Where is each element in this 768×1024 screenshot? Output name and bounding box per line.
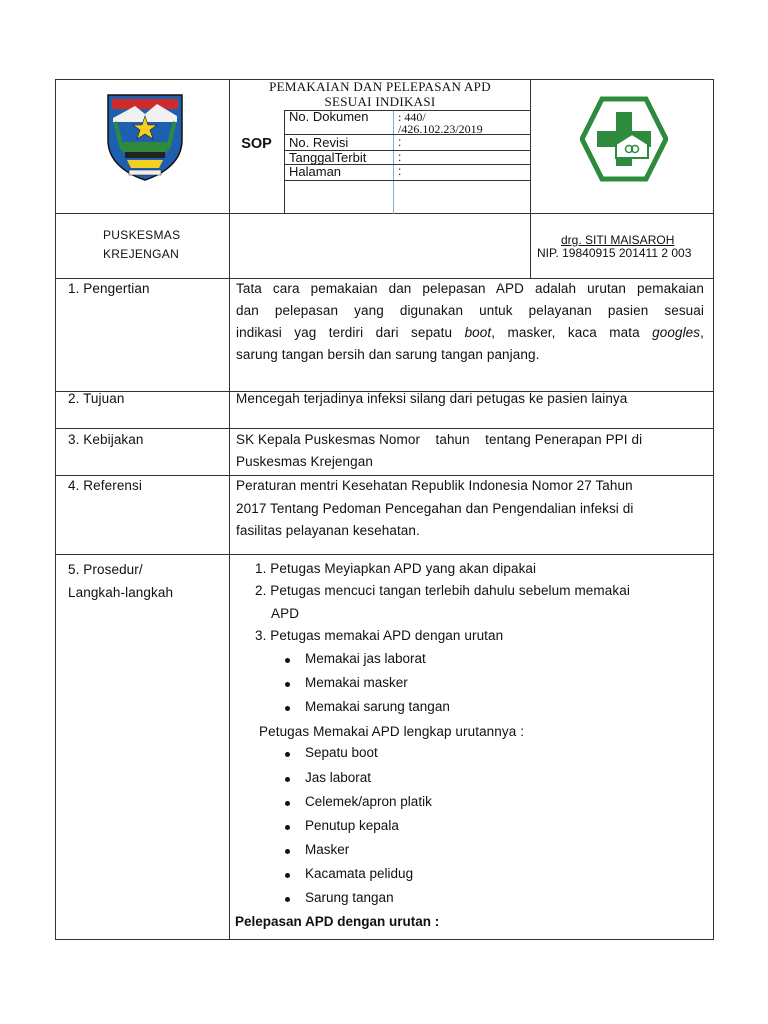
- section-label-referensi: 4. Referensi: [68, 478, 142, 493]
- section-text-tujuan: Mencegah terjadinya infeksi silang dari petugas ke pasien lainya: [236, 391, 628, 406]
- referensi-line3: fasilitas pelayanan kesehatan.: [236, 523, 420, 538]
- bullet-b4-dot: [285, 825, 290, 830]
- prosedur-label-line1: 5. Prosedur/: [68, 562, 143, 577]
- prosedur-label-line2: Langkah-langkah: [68, 585, 174, 600]
- pengertian-line3-a: indikasi yag terdiri dari sepatu: [236, 325, 465, 340]
- bullet-b2: Jas laborat: [305, 770, 372, 785]
- pengertian-line3-c: , masker, kaca mata: [491, 325, 653, 340]
- bullet-b7: Sarung tangan: [305, 890, 394, 905]
- organization-name-line2: KREJENGAN: [103, 247, 180, 261]
- section-text-kebijakan: [236, 429, 706, 473]
- puskesmas-logo-icon: [580, 96, 668, 182]
- field-label-halaman: Halaman: [289, 164, 342, 179]
- bullet-b1-dot: [285, 752, 290, 757]
- section-text-referensi: [236, 475, 706, 543]
- bullet-a2: Memakai masker: [305, 675, 408, 690]
- pengertian-line3-e: ,: [700, 325, 704, 340]
- field-label-no-dokumen: No. Dokumen: [289, 109, 369, 124]
- bullet-a1-dot: [285, 658, 290, 663]
- kebijakan-line1: SK Kepala Puskesmas Nomor tahun tentang Penerapan PPI di: [236, 432, 643, 447]
- pengertian-line3-boot: boot: [464, 325, 492, 340]
- bullet-b4: Penutup kepala: [305, 818, 399, 833]
- pelepasan-heading: Pelepasan APD dengan urutan :: [235, 914, 440, 929]
- field-value-no-revisi: :: [398, 135, 402, 149]
- field-value-tanggal-terbit: :: [398, 150, 402, 164]
- prosedur-step-2-cont: APD: [271, 606, 300, 621]
- section-text-pengertian: [236, 278, 704, 366]
- field-label-tanggal-terbit: TanggalTerbit: [289, 150, 367, 165]
- bullet-a2-dot: [285, 682, 290, 687]
- bullet-b6-dot: [285, 873, 290, 878]
- organization-name-line1: PUSKESMAS: [103, 228, 181, 242]
- bullet-b3: Celemek/apron platik: [305, 794, 432, 809]
- bullet-b5: Masker: [305, 842, 350, 857]
- signer-name: drg. SITI MAISAROH: [561, 233, 675, 247]
- section-label-prosedur: [68, 558, 173, 604]
- document-title-line1: PEMAKAIAN DAN PELEPASAN APD: [269, 79, 491, 94]
- bullet-a3: Memakai sarung tangan: [305, 699, 450, 714]
- signer-nip: NIP. 19840915 201411 2 003: [537, 246, 692, 260]
- prosedur-step-1: 1. Petugas Meyiapkan APD yang akan dipakai: [255, 561, 537, 576]
- prosedur-step-2: 2. Petugas mencuci tangan terlebih dahulu sebelum memakai: [255, 583, 630, 598]
- kebijakan-line2: Puskesmas Krejengan: [236, 454, 373, 469]
- bullet-b3-dot: [285, 801, 290, 806]
- section-label-tujuan: 2. Tujuan: [68, 391, 125, 406]
- bullet-a1: Memakai jas laborat: [305, 651, 426, 666]
- bullet-b6: Kacamata pelidug: [305, 866, 414, 881]
- bullet-b7-dot: [285, 897, 290, 902]
- bullet-b1: Sepatu boot: [305, 745, 378, 760]
- document-title: [229, 79, 531, 109]
- prosedur-step-3: 3. Petugas memakai APD dengan urutan: [255, 628, 504, 643]
- section-label-kebijakan: 3. Kebijakan: [68, 432, 144, 447]
- pengertian-line3: [236, 322, 704, 344]
- field-value-halaman: :: [398, 164, 402, 178]
- document-title-line2: SESUAI INDIKASI: [324, 94, 436, 109]
- field-label-no-revisi: No. Revisi: [289, 135, 349, 150]
- sop-label: SOP: [241, 136, 272, 152]
- pengertian-line2: dan pelepasan yang digunakan untuk pelayanan pasien sesuai: [236, 303, 704, 318]
- prosedur-subheading: Petugas Memakai APD lengkap urutannya :: [259, 724, 525, 739]
- pengertian-line1: Tata cara pemakaian dan pelepasan APD adalah urutan pemakaian: [236, 281, 704, 296]
- referensi-line1: Peraturan mentri Kesehatan Republik Indonesia Nomor 27 Tahun: [236, 478, 633, 493]
- organization-name: [103, 226, 180, 264]
- regency-emblem-icon: [105, 92, 185, 182]
- pengertian-line4: sarung tangan bersih dan sarung tangan panjang.: [236, 347, 540, 362]
- field-value-no-dokumen-line2: /426.102.23/2019: [398, 122, 483, 136]
- referensi-line2: 2017 Tentang Pedoman Pencegahan dan Pengendalian infeksi di: [236, 500, 634, 516]
- bullet-b5-dot: [285, 849, 290, 854]
- field-value-no-dokumen-line1: : 440/: [398, 110, 426, 124]
- field-value-no-dokumen: [398, 111, 483, 135]
- section-label-pengertian: 1. Pengertian: [68, 281, 150, 296]
- bullet-b2-dot: [285, 777, 290, 782]
- pengertian-line3-googles: googles: [652, 325, 701, 340]
- bullet-a3-dot: [285, 706, 290, 711]
